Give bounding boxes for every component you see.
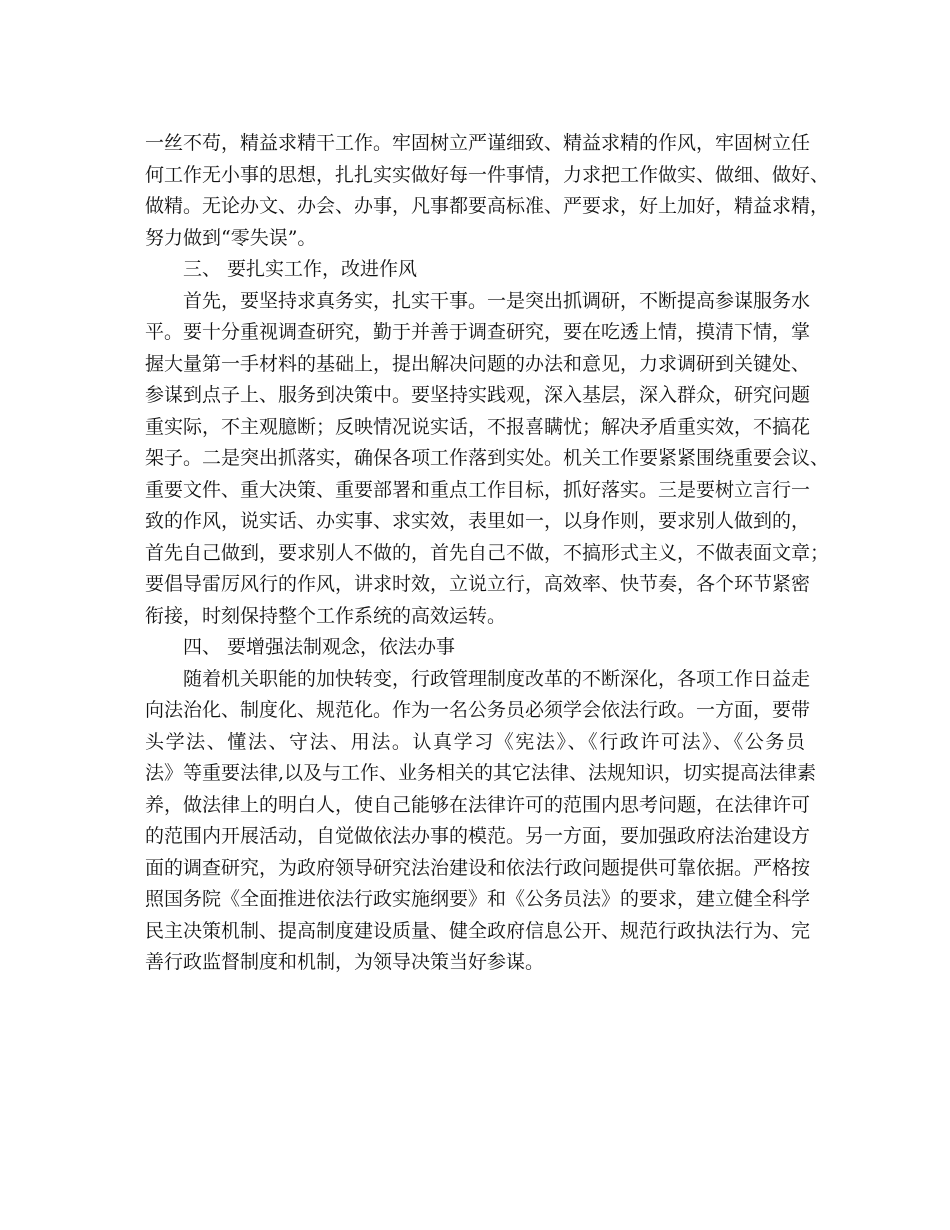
document-body [145,128,830,979]
body-paragraph [145,664,817,979]
section-heading [145,632,805,664]
paragraph-line: 重实际，不主观臆断；反映情况说实话，不报喜瞒忧；解决矛盾重实效，不搞花 [145,415,811,438]
paragraph-line: 善行政监督制度和机制，为领导决策当好参谋。 [145,951,545,973]
paragraph-line: 致的作风，说实话、办实事、求实效，表里如一，以身作则，要求别人做到的， [145,510,811,532]
paragraph-line: 衔接，时刻保持整个工作系统的高效运转。 [145,604,507,627]
paragraph-line: 平。要十分重视调查研究，勤于并善于调查研究，要在吃透上情，摸清下情，掌 [145,321,811,343]
paragraph-line: 努力做到“零失误”。 [145,226,317,249]
paragraph-line: 做精。无论办文、办会、办事，凡事都要高标准、严要求，好上加好，精益求精， [145,195,830,217]
paragraph-line: 头学法、懂法、守法、用法。认真学习《宪法》、《行政许可法》、《公务员 [145,730,805,753]
section-heading [145,254,805,286]
body-paragraph [145,286,830,633]
paragraph-line: 要倡导雷厉风行的作风，讲求时效，立说立行，高效率、快节奏，各个环节紧密 [145,573,811,595]
heading-text: 三、 要扎实工作，改进作风 [183,258,418,280]
paragraph-line: 一丝不苟，精益求精干工作。牢固树立严谨细致、精益求精的作风，牢固树立任 [145,132,811,154]
paragraph-line: 首先，要坚持求真务实，扎实干事。一是突出抓调研，不断提高参谋服务水 [183,289,811,312]
paragraph-line: 参谋到点子上、服务到决策中。要坚持实践观，深入基层，深入群众，研究问题 [145,384,811,406]
paragraph-line: 法》等重要法律,以及与工作、业务相关的其它法律、法规知识，切实提高法律素 [145,762,817,784]
heading-text: 四、 要增强法制观念，依法办事 [183,636,456,658]
paragraph-line: 养，做法律上的明白人，使自己能够在法律许可的范围内思考问题，在法律许可 [145,793,811,816]
paragraph-line: 首先自己做到，要求别人不做的，首先自己不做，不搞形式主义，不做表面文章； [145,541,830,564]
paragraph-line: 民主决策机制、提高制度建设质量、健全政府信息公开、规范行政执法行为、完 [145,919,811,942]
paragraph-line: 架子。二是突出抓落实，确保各项工作落到实处。机关工作要紧紧围绕重要会议、 [145,447,830,469]
paragraph-line: 照国务院《全面推进依法行政实施纲要》和《公务员法》的要求，建立健全科学 [145,888,811,910]
paragraph-line: 向法治化、制度化、规范化。作为一名公务员必须学会依法行政。一方面，要带 [145,699,811,721]
paragraph-line: 重要文件、重大决策、重要部署和重点工作目标，抓好落实。三是要树立言行一 [145,478,811,501]
paragraph-line: 握大量第一手材料的基础上，提出解决问题的办法和意见，力求调研到关键处、 [145,352,811,375]
paragraph-line: 随着机关职能的加快转变，行政管理制度改革的不断深化，各项工作日益走 [183,667,811,690]
paragraph-line: 何工作无小事的思想，扎扎实实做好每一件事情，力求把工作做实、做细、做好、 [145,163,830,186]
paragraph-line: 面的调查研究，为政府领导研究法治建设和依法行政问题提供可靠依据。严格按 [145,856,811,879]
body-paragraph [145,128,830,254]
paragraph-line: 的范围内开展活动，自觉做依法办事的模范。另一方面，要加强政府法治建设方 [145,825,811,847]
